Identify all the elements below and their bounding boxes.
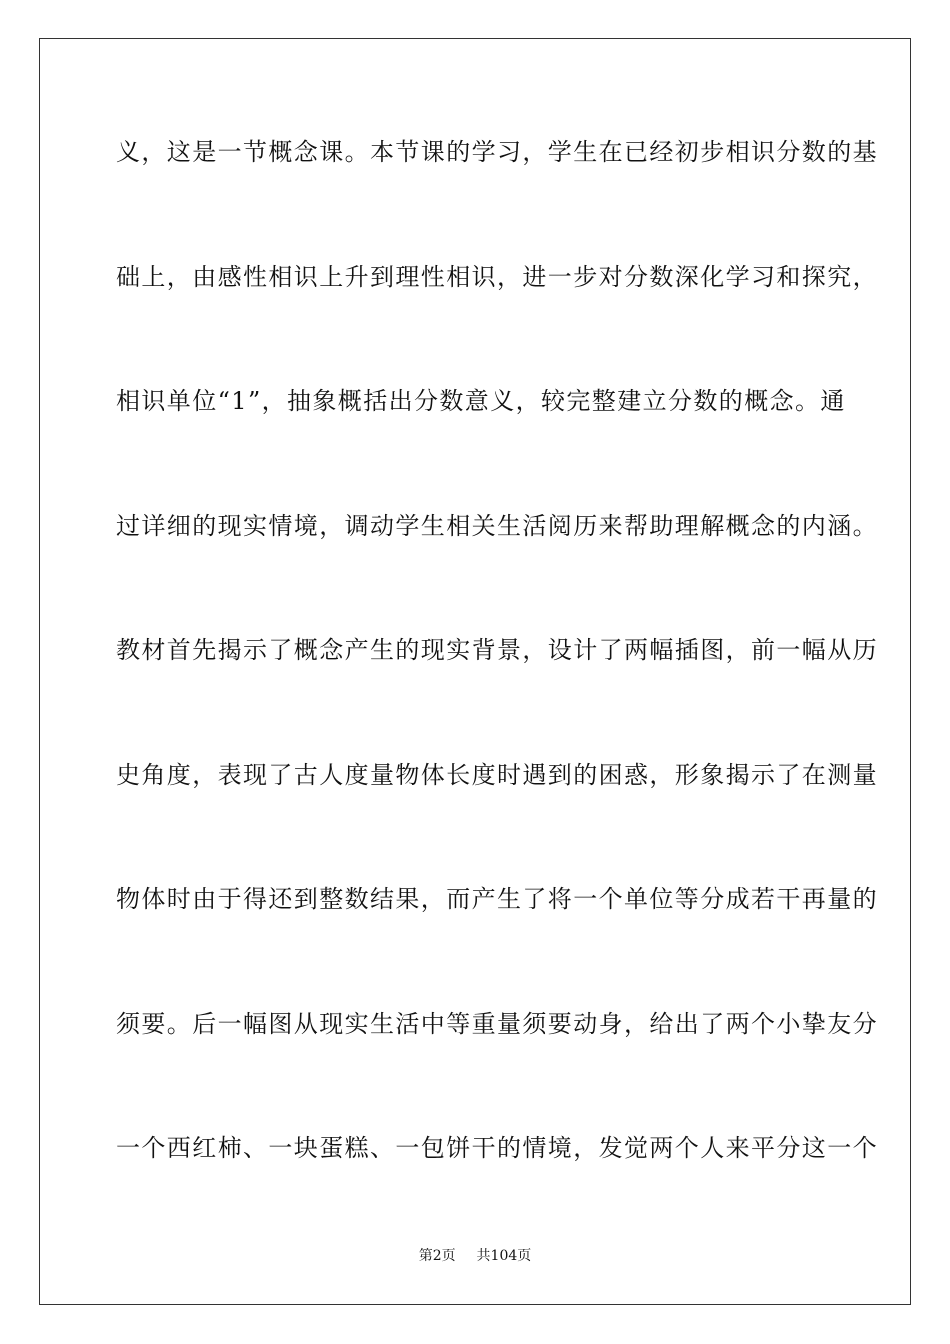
text-line: 教材首先揭示了概念产生的现实背景，设计了两幅插图，前一幅从历 <box>116 636 878 664</box>
text-line: 须要。后一幅图从现实生活中等重量须要动身，给出了两个小挚友分 <box>116 1009 878 1038</box>
text-line: 一个西红柿、一块蛋糕、一包饼干的情境，发觉两个人来平分这一个 <box>116 1134 878 1162</box>
text-line: 础上，由感性相识上升到理性相识，进一步对分数深化学习和探究， <box>116 262 878 291</box>
page-number: 第2页 <box>418 1248 456 1264</box>
text-line: 物体时由于得还到整数结果，而产生了将一个单位等分成若干再量的 <box>116 885 878 913</box>
text-line: 史角度，表现了古人度量物体长度时遇到的困惑，形象揭示了在测量 <box>116 760 878 789</box>
page-footer <box>0 1245 950 1265</box>
page-total: 共104页 <box>476 1248 532 1264</box>
text-line: 过详细的现实情境，调动学生相关生活阅历来帮助理解概念的内涵。 <box>116 511 878 540</box>
text-line: 义，这是一节概念课。本节课的学习，学生在已经初步相识分数的基 <box>116 138 878 166</box>
body-text <box>116 123 878 1244</box>
text-line: 相识单位“1”，抽象概括出分数意义，较完整建立分数的概念。通 <box>116 387 846 415</box>
